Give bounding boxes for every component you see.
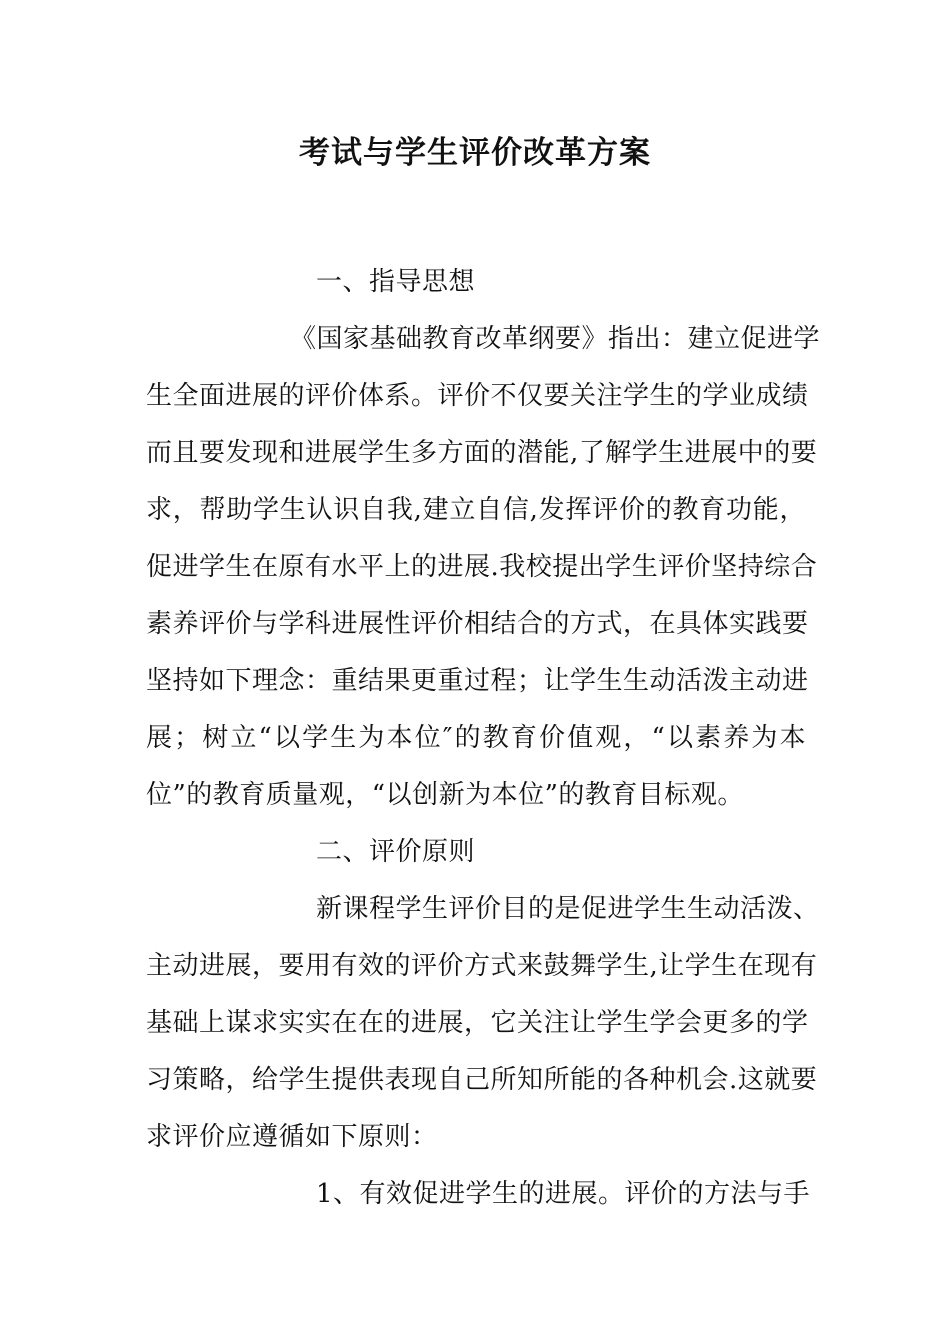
paragraph-line: 《国家基础教育改革纲要》指出：建立促进学 xyxy=(290,324,821,354)
section-heading-guiding-ideology: 一、指导思想 xyxy=(316,267,476,297)
document-title: 考试与学生评价改革方案 xyxy=(299,135,651,171)
paragraph-line: 求评价应遵循如下原则： xyxy=(146,1122,438,1152)
paragraph-line: 生全面进展的评价体系。评价不仅要关注学生的学业成绩 xyxy=(146,381,809,411)
numbered-item-1: 1、有效促进学生的进展。评价的方法与手 xyxy=(316,1179,811,1209)
paragraph-line: 求，帮助学生认识自我,建立自信,发挥评价的教育功能， xyxy=(146,495,806,525)
paragraph-line: 而且要发现和进展学生多方面的潜能,了解学生进展中的要 xyxy=(146,438,818,468)
paragraph-line: 坚持如下理念：重结果更重过程；让学生生动活泼主动进 xyxy=(146,666,809,696)
paragraph-line: 位”的教育质量观，“以创新为本位”的教育目标观。 xyxy=(146,780,744,810)
paragraph-line: 习策略，给学生提供表现自己所知所能的各种机会.这就要 xyxy=(146,1065,818,1095)
paragraph-line: 新课程学生评价目的是促进学生生动活泼、 xyxy=(316,894,820,924)
paragraph-line: 素养评价与学科进展性评价相结合的方式，在具体实践要 xyxy=(146,609,809,639)
paragraph-line: 主动进展，要用有效的评价方式来鼓舞学生,让学生在现有 xyxy=(146,951,818,981)
paragraph-line: 展；树立“以学生为本位″的教育价值观，“以素养为本 xyxy=(146,723,806,753)
paragraph-line: 基础上谋求实实在在的进展，它关注让学生学会更多的学 xyxy=(146,1008,809,1038)
section-heading-evaluation-principles: 二、评价原则 xyxy=(316,837,476,867)
paragraph-line: 促进学生在原有水平上的进展.我校提出学生评价坚持综合 xyxy=(146,552,818,582)
